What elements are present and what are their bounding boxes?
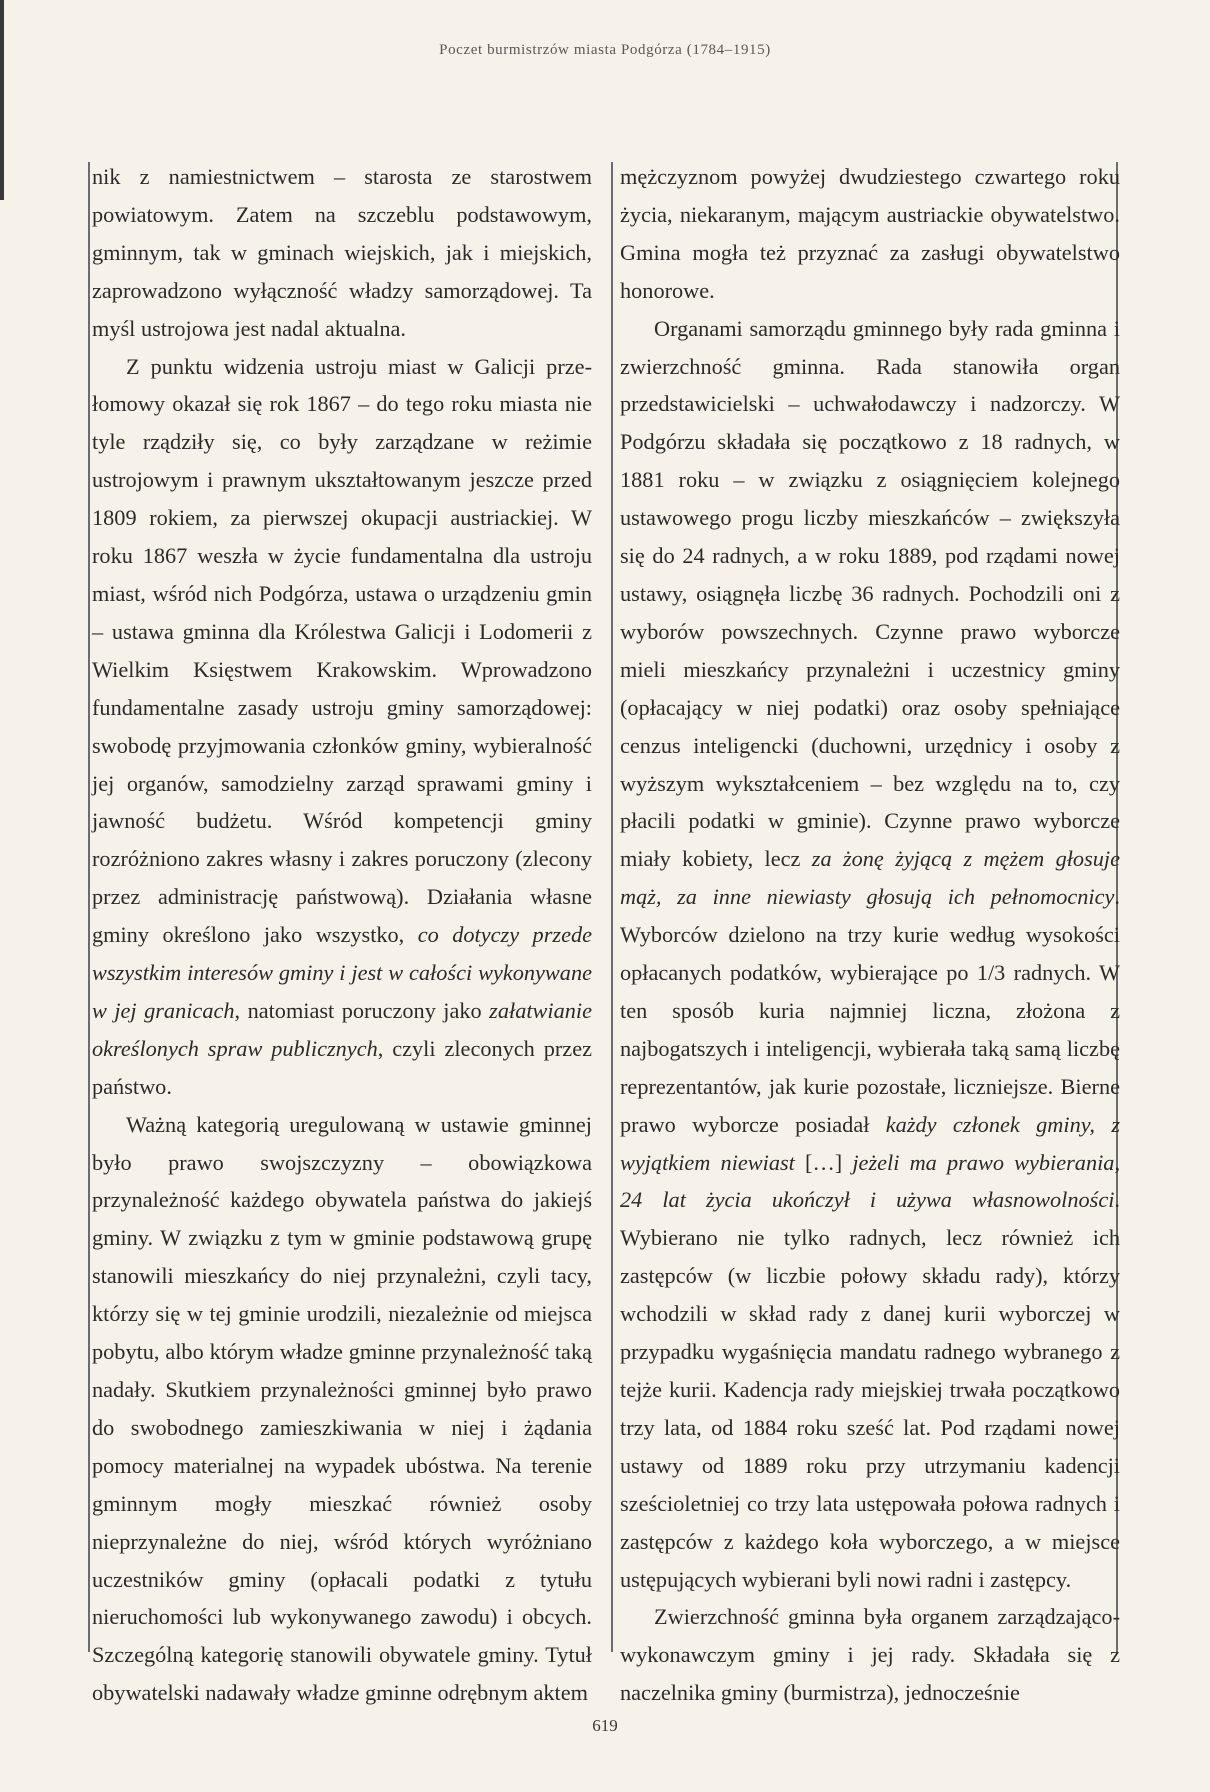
left-margin-rule: [88, 162, 90, 1652]
italic-quote: załatwianie określonych spraw publicznych: [92, 997, 592, 1061]
text-run: […]: [794, 1149, 853, 1175]
right-column: [620, 158, 1121, 1706]
left-paragraph-1: nik z namiestnictwem – starosta ze starostwem powiatowym. Zatem na szczeblu podstawowym, gminnym, tak w gminach wiejskich, jak i miejskich, zaprowadzono wyłączność władzy samorządowej. Ta myśl ustrojowa jest nadal aktualna.: [92, 164, 592, 341]
left-paragraph-2: [92, 348, 592, 1106]
text-run: . Wyborców dzielono na trzy kurie według wysokości opłacanych podatków, wybierające po 1/3 radnych. W ten sposób kuria najmniej liczna, złożona z najbogatszych i inteligencji, wybierała taką samą liczbę reprezentantów, jak kurie pozostałe, liczniejsze. Bierne prawo wyborcze posiadał: [620, 884, 1120, 1137]
right-paragraph-2: [620, 310, 1120, 1599]
column-divider-rule: [611, 162, 613, 1652]
page-number: 619: [592, 1716, 618, 1735]
running-header: Poczet burmistrzów miasta Podgórza (1784–1915): [439, 42, 771, 58]
right-paragraph-1: mężczyznom powyżej dwudziestego czwartego roku życia, niekaranym, mającym austriackie obywatelstwo. Gmina mogła też przyznać za zasługi obywatelstwo honorowe.: [620, 164, 1120, 303]
italic-quote: każdy członek gminy, z wyjątkiem niewiast: [620, 1111, 1120, 1175]
text-run: , natomiast poruczony jako: [234, 997, 490, 1023]
left-paragraph-3: Ważną kategorią uregulowaną w ustawie gminnej było prawo swojszczyzny – obowiązkowa przynależność każdego obywatela państwa do jakiejś gminy. W związku z tym w gminie podstawową grupę stanowili mieszkańcy do niej przynależni, czyli tacy, którzy się w tej gminie urodzili, niezależnie od miejsca pobytu, albo którym władze gminne przynależność taką nadały. Skutkiem przynależności gminnej było prawo do swobodnego zamieszkiwania w niej i żądania pomocy materialnej na wypadek ubóstwa. Na terenie gminnym mogły mieszkać również osoby nieprzynależne do niej, wśród których wyróżniano uczestników gminy (opłacali podatki z tytułu nieruchomości lub wykonywanego zawodu) i obcych. Szczególną kategorię stanowili obywatele gminy. Tytuł obywatelski nadawały władze gminne odrębnym aktem: [92, 1111, 592, 1706]
text-run: Z punktu widzenia ustroju miast w Galicji przełomowy okazał się rok 1867 – do tego roku miasta nie tyle rządziły się, co były zarządzane w reżimie ustrojowym i prawnym ukształtowanym jeszcze przed 1809 rokiem, za pierwszej okupacji austriackiej. W roku 1867 weszła w życie fundamentalna dla ustroju miast, wśród nich Podgórza, ustawa o urządzeniu gmin – ustawa gminna dla Królestwa Galicji i Lodomerii z Wielkim Księstwem Krakowskim. Wprowadzono fundamentalne zasady ustroju gminy samorządowej: swobodę przyjmowania członków gminy, wybieralność jej organów, samodzielny zarząd sprawami gminy i jawność budżetu. Wśród kompetencji gminy rozróżniono zakres własny i zakres poruczony (zlecony przez administrację państwową). Działania własne gminy określono jako wszystko,: [92, 353, 592, 948]
text-run: . Wybierano nie tylko radnych, lecz również ich zastępców (w liczbie połowy składu rady), którzy wchodzili w skład rady z danej kurii wyborczej w przypadku wygaśnięcia mandatu radnego wybranego z tejże kurii. Kadencja rady miejskiej trwała początkowo trzy lata, od 1884 roku sześć lat. Pod rządami nowej ustawy od 1889 roku przy utrzymaniu kadencji sześcioletniej co trzy lata ustępowała połowa radnych i zastępców z każdego koła wyborczego, a w miejsce ustępujących wybierani byli nowi radni i zastępcy.: [620, 1187, 1120, 1592]
left-column: [92, 158, 593, 1706]
italic-quote: jeżeli ma prawo wybierania, 24 lat życia ukończył i używa własnowolności: [620, 1149, 1121, 1213]
italic-quote: za żonę żyjącą z mężem głosuje mąż, za inne niewiasty głosują ich pełnomocnicy: [620, 846, 1120, 910]
text-run: , czyli zleconych przez państwo.: [92, 1035, 592, 1099]
italic-quote: co dotyczy przede wszystkim interesów gminy i jest w całości wykonywane w jej granicach: [92, 922, 593, 1023]
page-edge: [0, 0, 4, 200]
text-run: Organami samorządu gminnego były rada gminna i zwierzchność gminna. Rada stanowiła organ przedstawicielski – uchwałodawczy i nadzorczy. W Podgórzu składała się początkowo z 18 radnych, w 1881 roku – w związku z osiągnięciem kolejnego ustawowego progu liczby mieszkańców – zwiększyła się do 24 radnych, a w roku 1889, pod rządami nowej ustawy, osiągnęła liczbę 36 radnych. Pochodzili oni z wyborów powszechnych. Czynne prawo wyborcze mieli mieszkańcy przynależni i uczestnicy gminy (opłacający w niej podatki) oraz osoby spełniające cenzus inteligencki (duchowni, urzędnicy i osoby z wyższym wykształceniem – bez względu na to, czy płacili podatki w gminie). Czynne prawo wyborcze miały kobiety, lecz: [620, 315, 1120, 872]
right-paragraph-3: Zwierzchność gminna była organem zarządzająco-wykonawczym gminy i jej rady. Składała się z naczelnika gminy (burmistrza), jednocześnie: [620, 1604, 1120, 1706]
